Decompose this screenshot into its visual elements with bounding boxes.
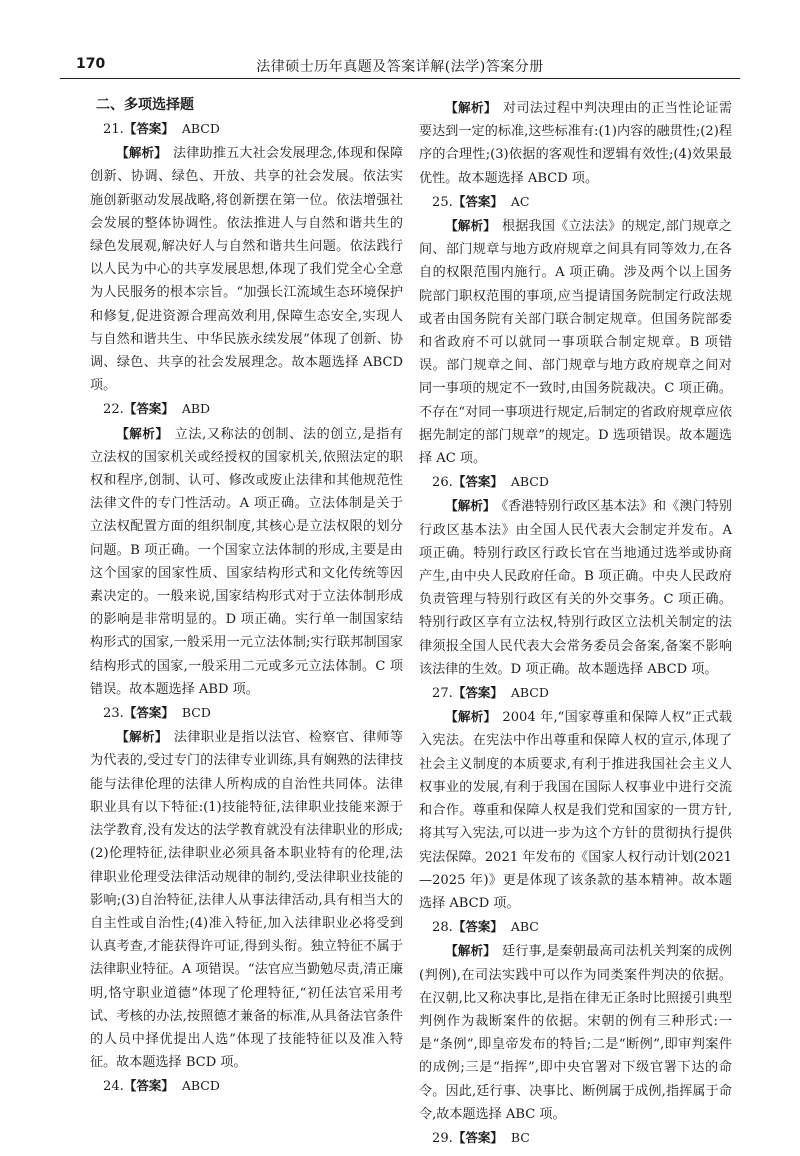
analysis-paragraph: 【解析】 2004 年,“国家尊重和保障人权”正式载入宪法。在宪法中作出尊重和保障人权的宣示,体现了社会主义制度的本质要求,有利于推进我国社会主义人权事业的发展,有利于我国在国际人权事业中进行交流和合作。尊重和保障人权是我们党和国家的一贯方针,将其写入宪法,可以进一步为这个方针的贯彻执行提供宪法保障。2021 年发布的《国家人权行动计划(2021—2025 年)》更是体现了该条款的基本精神。故本题选择 ABCD 项。 <box>419 709 732 911</box>
answer-line: 26.【答案】 ABCD <box>432 474 549 491</box>
right-column <box>419 96 732 1150</box>
running-title: 法律硕士历年真题及答案详解(法学)答案分册 <box>256 59 544 75</box>
analysis-paragraph: 【解析】 对司法过程中判决理由的正当性论证需要达到一定的标准,这些标准有:(1)内容的融贯性;(2)程序的合理性;(3)依据的客观性和逻辑有效性;(4)效果最优性。故本题选择 ABCD 项。 <box>419 100 732 186</box>
analysis-paragraph: 【解析】 《香港特别行政区基本法》和《澳门特别行政区基本法》由全国人民代表大会制定并发布。A 项正确。特别行政区行政长官在当地通过选举或协商产生,由中央人民政府任命。B 项正确。中央人民政府负责管理与特别行政区有关的外交事务。C 项正确。特别行政区享有立法权,特别行政区立法机关制定的法律须报全国人民代表大会常务委员会备案,备案不影响该法律的生效。D 项正确。故本题选择 ABCD 项。 <box>419 498 732 677</box>
answer-line: 23.【答案】 BCD <box>103 705 211 722</box>
answer-line: 21.【答案】 ABCD <box>103 121 220 137</box>
answer-line: 29.【答案】 BC <box>432 1129 530 1146</box>
analysis-paragraph: 【解析】 法律职业是指以法官、检察官、律师等为代表的,受过专门的法律专业训练,具有娴熟的法律技能与法律伦理的法律人所构成的自治性共同体。法律职业具有以下特征:(1)技能特征,法律职业技能来源于法学教育,没有发达的法学教育就没有法律职业的形成;(2)伦理特征,法律职业必须具备本职业特有的伦理,法律职业伦理受法律活动规律的制约,受法律职业技能的影响;(3)自治特征,法律人从事法律活动,具有相当大的自主性或自治性;(4)准入特征,加入法律职业必将受到认真考查,才能获得许可证,得到头衔。独立特征不属于法律职业特征。A 项错误。“法官应当勤勉尽责,清正廉明,恪守职业道德”体现了伦理特征,“初任法官采用考试、考核的办法,按照德才兼备的标准,从具备法官条件的人员中择优提出人选”体现了技能特征以及准入特征。故本题选择 BCD 项。 <box>90 729 403 1071</box>
answer-line: 28.【答案】 ABC <box>432 919 539 936</box>
analysis-paragraph: 【解析】 根据我国《立法法》的规定,部门规章之间、部门规章与地方政府规章之间具有同等效力,在各自的权限范围内施行。A 项正确。涉及两个以上国务院部门职权范围的事项,应当提请国务院制定行政法规或者由国务院有关部门联合制定规章。但国务院部委和省政府不可以就同一事项联合制定规章。B 项错误。部门规章之间、部门规章与地方政府规章之间对同一事项的规定不一致时,由国务院裁决。C 项正确。不存在“对同一事项进行规定,后制定的省政府规章应依据先制定的部门规章”的规定。D 选项错误。故本题选择 AC 项。 <box>419 218 732 467</box>
analysis-paragraph: 【解析】 法律助推五大社会发展理念,体现和保障创新、协调、绿色、开放、共享的社会发展。依法实施创新驱动发展战略,将创新摆在第一位。依法增强社会发展的整体协调性。依法推进人与自然和谐共生的绿色发展观,解决好人与自然和谐共生问题。依法践行以人民为中心的共享发展思想,体现了我们党全心全意为人民服务的根本宗旨。“加强长江流域生态环境保护和修复,促进资源合理高效利用,保障生态安全,实现人与自然和谐共生、中华民族永续发展”体现了创新、协调、绿色、共享的社会发展理念。故本题选择 ABCD 项。 <box>90 145 403 394</box>
page-header <box>60 52 740 79</box>
page-number: 170 <box>76 56 106 72</box>
left-column <box>90 94 403 1099</box>
answer-line: 27.【答案】 ABCD <box>432 685 549 702</box>
answer-line: 25.【答案】 AC <box>432 193 530 210</box>
section-title: 二、多项选择题 <box>96 97 194 113</box>
answer-line: 22.【答案】 ABD <box>103 401 211 418</box>
analysis-paragraph: 【解析】 立法,又称法的创制、法的创立,是指有立法权的国家机关或经授权的国家机关,依照法定的职权和程序,创制、认可、修改或废止法律和其他规范性法律文件的专门性活动。A 项正确。立法体制是关于立法权配置方面的组织制度,其核心是立法权限的划分问题。B 项正确。一个国家立法体制的形成,主要是由这个国家的国家性质、国家结构形式和文化传统等因素决定的。一般来说,国家结构形式对于立法体制形成的影响是非常明显的。D 项正确。实行单一制国家结构形式的国家,一般采用一元立法体制;实行联邦制国家结构形式的国家,一般采用二元或多元立法体制。C 项错误。故本题选择 ABD 项。 <box>90 425 403 697</box>
analysis-paragraph: 【解析】 廷行事,是秦朝最高司法机关判案的成例(判例),在司法实践中可以作为同类案件判决的依据。在汉朝,比又称决事比,是指在律无正条时比照援引典型判例作为裁断案件的依据。宋朝的例有三种形式:一是“条例”,即皇帝发布的特旨;二是“断例”,即审判案件的成例;三是“指挥”,即中央官署对下级官署下达的命令。因此,廷行事、决事比、断例属于成例,指挥属于命令,故本题选择 ABC 项。 <box>419 943 732 1122</box>
answer-line: 24.【答案】 ABCD <box>103 1078 220 1095</box>
